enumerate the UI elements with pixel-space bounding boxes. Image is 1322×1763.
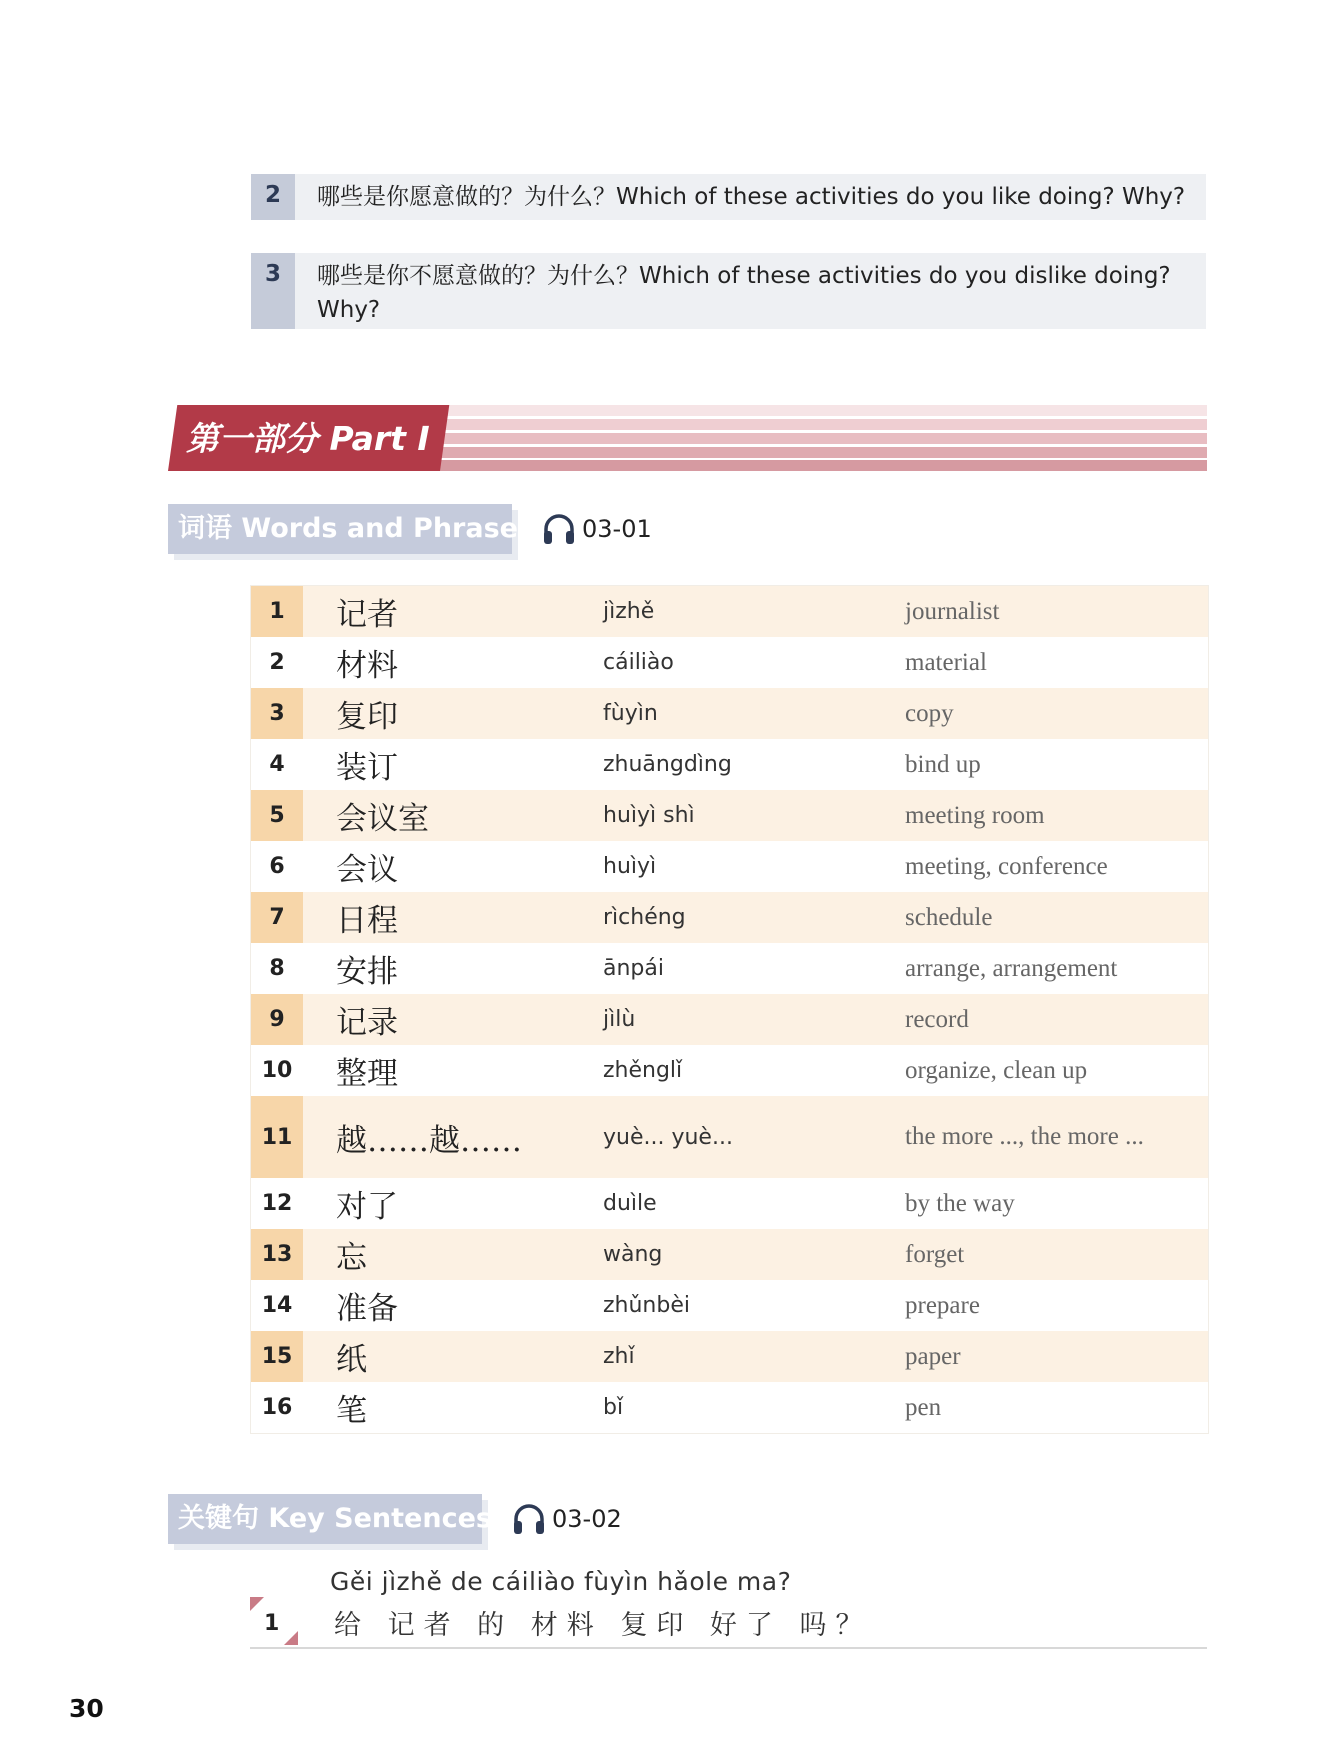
table-row (251, 841, 1208, 892)
vocab-number: 8 (269, 956, 285, 981)
vocab-english: meeting room (905, 801, 1045, 829)
vocab-hanzi: 越……越…… (336, 1122, 522, 1159)
vocab-pinyin: zhǐ (603, 1344, 635, 1369)
vocab-number: 9 (251, 994, 303, 1045)
sentence-pinyin: Gěi jìzhě de cáiliào fùyìn hǎole ma? (330, 1567, 792, 1596)
vocab-hanzi: 材料 (336, 648, 398, 684)
table-row (251, 943, 1208, 994)
vocab-number: 10 (261, 1058, 293, 1083)
vocab-hanzi: 记者 (336, 597, 398, 633)
vocab-english: prepare (905, 1291, 980, 1319)
vocab-hanzi: 纸 (336, 1342, 367, 1378)
vocab-english: record (905, 1005, 969, 1033)
vocab-english: organize, clean up (905, 1056, 1088, 1084)
key-sentences-section-title: 关键句 Key Sentences (168, 1494, 482, 1544)
vocab-pinyin: bǐ (603, 1395, 624, 1420)
table-row (251, 892, 1208, 943)
vocab-english: schedule (905, 903, 993, 931)
table-row (251, 739, 1208, 790)
vocab-number: 12 (261, 1191, 293, 1216)
vocab-hanzi: 复印 (336, 699, 398, 735)
audio-track-words[interactable] (542, 512, 652, 546)
vocab-number: 15 (251, 1331, 303, 1382)
table-row (251, 1178, 1208, 1229)
vocab-pinyin: jìlù (603, 1007, 636, 1032)
vocab-english: the more ..., the more ... (905, 1123, 1144, 1150)
vocab-number: 4 (269, 752, 285, 777)
part-banner (168, 405, 1207, 471)
vocab-number: 2 (269, 650, 285, 675)
question-number: 2 (251, 174, 295, 220)
vocab-hanzi: 日程 (336, 903, 398, 939)
banner-stripe (440, 460, 1207, 471)
vocab-hanzi: 准备 (336, 1291, 398, 1327)
audio-track-id: 03-02 (552, 1505, 622, 1533)
table-row (251, 1096, 1208, 1178)
table-row (251, 994, 1208, 1045)
vocab-pinyin: rìchéng (603, 905, 686, 930)
table-row (251, 1229, 1208, 1280)
table-row (251, 1382, 1208, 1433)
words-section-title: 词语 Words and Phrases (168, 504, 512, 554)
vocab-english: paper (905, 1342, 961, 1370)
vocab-hanzi: 笔 (336, 1393, 367, 1429)
vocab-english: forget (905, 1240, 965, 1268)
vocab-english: by the way (905, 1189, 1015, 1217)
vocab-english: arrange, arrangement (905, 954, 1118, 982)
table-row (251, 637, 1208, 688)
vocab-number: 13 (251, 1229, 303, 1280)
vocab-pinyin: fùyìn (603, 701, 658, 726)
headphones-icon (512, 1502, 546, 1536)
vocab-pinyin: zhuāngdìng (603, 752, 732, 777)
vocab-pinyin: zhěnglǐ (603, 1058, 683, 1083)
vocab-english: meeting, conference (905, 852, 1108, 880)
vocab-english: journalist (905, 597, 1000, 625)
vocab-number: 6 (269, 854, 285, 879)
question-text: 哪些是你愿意做的？为什么？Which of these activities do you like doing? Why? (317, 184, 1186, 210)
banner-stripe (440, 419, 1207, 430)
banner-stripe (440, 405, 1207, 416)
table-row (251, 1331, 1208, 1382)
vocab-number: 3 (251, 688, 303, 739)
table-row (251, 790, 1208, 841)
table-row (251, 1280, 1208, 1331)
vocab-pinyin: jìzhě (603, 599, 655, 624)
vocab-number: 7 (251, 892, 303, 943)
vocab-hanzi: 安排 (336, 954, 398, 990)
vocab-pinyin: huìyì (603, 854, 657, 879)
vocab-hanzi: 对了 (336, 1189, 398, 1225)
vocab-number: 11 (251, 1096, 303, 1178)
part-title: 第一部分 Part I (186, 419, 430, 458)
vocab-pinyin: ānpái (603, 956, 664, 981)
vocab-number: 5 (251, 790, 303, 841)
vocab-hanzi: 记录 (336, 1005, 398, 1041)
audio-track-id: 03-01 (582, 515, 652, 543)
vocab-pinyin: wàng (603, 1242, 663, 1267)
table-row (251, 1045, 1208, 1096)
vocab-hanzi: 装订 (336, 750, 398, 786)
vocab-number: 1 (251, 586, 303, 637)
question-number: 3 (251, 253, 295, 329)
vocab-pinyin: huìyì shì (603, 803, 695, 828)
vocabulary-table (250, 585, 1209, 1434)
vocab-english: copy (905, 699, 954, 727)
vocab-number: 14 (261, 1293, 293, 1318)
vocab-number: 16 (261, 1395, 293, 1420)
page-number: 30 (69, 1694, 104, 1723)
vocab-english: material (905, 648, 987, 676)
question-2-box (251, 174, 1206, 220)
banner-stripe (440, 447, 1207, 458)
sentence-number: 1 (264, 1611, 280, 1636)
banner-stripe (440, 433, 1207, 444)
vocab-hanzi: 会议室 (336, 801, 429, 837)
vocab-hanzi: 会议 (336, 852, 398, 888)
question-3-box (251, 253, 1206, 329)
audio-track-sentences[interactable] (512, 1502, 622, 1536)
vocab-pinyin: yuè... yuè... (603, 1124, 733, 1150)
table-row (251, 586, 1208, 637)
vocab-pinyin: zhǔnbèi (603, 1293, 690, 1318)
vocab-pinyin: cáiliào (603, 650, 674, 675)
vocab-pinyin: duìle (603, 1191, 657, 1216)
table-row (251, 688, 1208, 739)
vocab-english: pen (905, 1393, 942, 1421)
sentence-hanzi: 给 记者 的 材料 复印 好了 吗？ (334, 1610, 872, 1641)
headphones-icon (542, 512, 576, 546)
vocab-english: bind up (905, 750, 981, 778)
key-sentence-1 (250, 1567, 1207, 1649)
question-text: 哪些是你不愿意做的？为什么？Which of these activities do you dislike doing? Why? (317, 263, 1171, 323)
vocab-hanzi: 忘 (336, 1240, 367, 1276)
vocab-hanzi: 整理 (336, 1056, 398, 1092)
